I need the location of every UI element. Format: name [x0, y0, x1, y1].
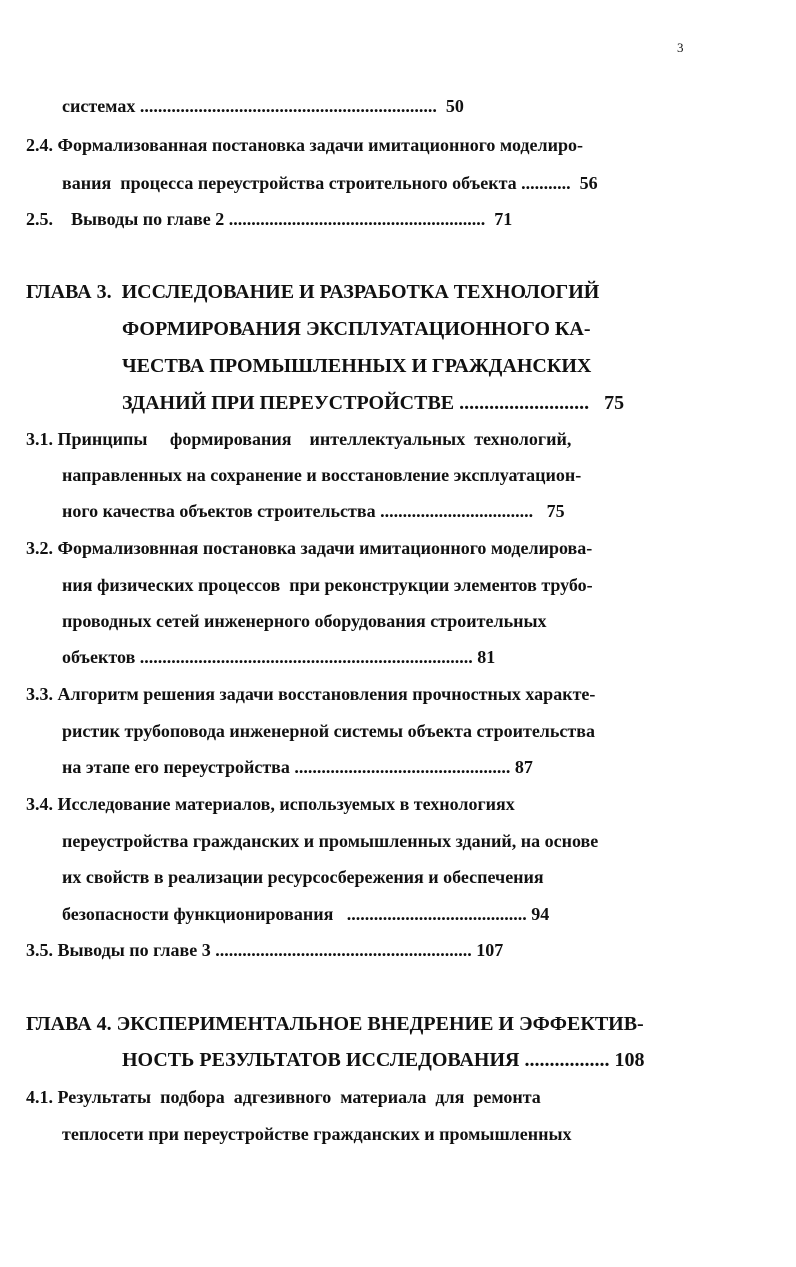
- chapter-heading: ФОРМИРОВАНИЯ ЭКСПЛУАТАЦИОННОГО КА-: [122, 318, 591, 340]
- toc-line: ния физических процессов при реконструкции элементов трубо-: [62, 575, 593, 595]
- toc-line: 2.4. Формализованная постановка задачи имитационного моделиро-: [26, 135, 583, 155]
- toc-line: переустройства гражданских и промышленных зданий, на основе: [62, 831, 599, 851]
- toc-line: теплосети при переустройстве гражданских и промышленных: [62, 1124, 572, 1144]
- page-number: 3: [677, 40, 684, 55]
- toc-line: ного качества объектов строительства .................................. 75: [62, 501, 565, 521]
- toc-line: 3.5. Выводы по главе 3 ......................................................... 107: [26, 940, 504, 960]
- toc-line: направленных на сохранение и восстановление эксплуатацион-: [62, 465, 582, 485]
- toc-line: 3.4. Исследование материалов, используемых в технологиях: [26, 794, 515, 814]
- chapter-heading: НОСТЬ РЕЗУЛЬТАТОВ ИССЛЕДОВАНИЯ ................. 108: [122, 1049, 645, 1071]
- chapter-heading: ЧЕСТВА ПРОМЫШЛЕННЫХ И ГРАЖДАНСКИХ: [122, 355, 592, 377]
- toc-line: объектов .......................................................................... 81: [62, 647, 496, 667]
- toc-line: проводных сетей инженерного оборудования строительных: [62, 611, 547, 631]
- toc-line: ристик трубоповода инженерной системы объекта строительства: [62, 721, 595, 741]
- toc-line: 3.3. Алгоритм решения задачи восстановления прочностных характе-: [26, 684, 596, 704]
- toc-line: 3.1. Принципы формирования интеллектуальных технологий,: [26, 429, 572, 449]
- toc-line: системах .................................................................. 50: [62, 96, 464, 116]
- chapter-heading: ЗДАНИЙ ПРИ ПЕРЕУСТРОЙСТВЕ .......................... 75: [122, 392, 625, 414]
- toc-line: 4.1. Результаты подбора адгезивного материала для ремонта: [26, 1087, 541, 1107]
- toc-line: их свойств в реализации ресурсосбережения и обеспечения: [62, 867, 544, 887]
- toc-line: на этапе его переустройства ................................................ 87: [62, 757, 533, 777]
- toc-line: 3.2. Формализовнная постановка задачи имитационного моделирова-: [26, 538, 593, 558]
- chapter-heading: ГЛАВА 4. ЭКСПЕРИМЕНТАЛЬНОЕ ВНЕДРЕНИЕ И ЭФФЕКТИВ-: [26, 1013, 644, 1035]
- toc-line: 2.5. Выводы по главе 2 ......................................................... 71: [26, 209, 513, 229]
- chapter-heading: ГЛАВА 3. ИССЛЕДОВАНИЕ И РАЗРАБОТКА ТЕХНОЛОГИЙ: [26, 281, 600, 303]
- toc-line: безопасности функционирования ........................................ 94: [62, 904, 550, 924]
- toc-line: вания процесса переустройства строительного объекта ........... 56: [62, 173, 598, 193]
